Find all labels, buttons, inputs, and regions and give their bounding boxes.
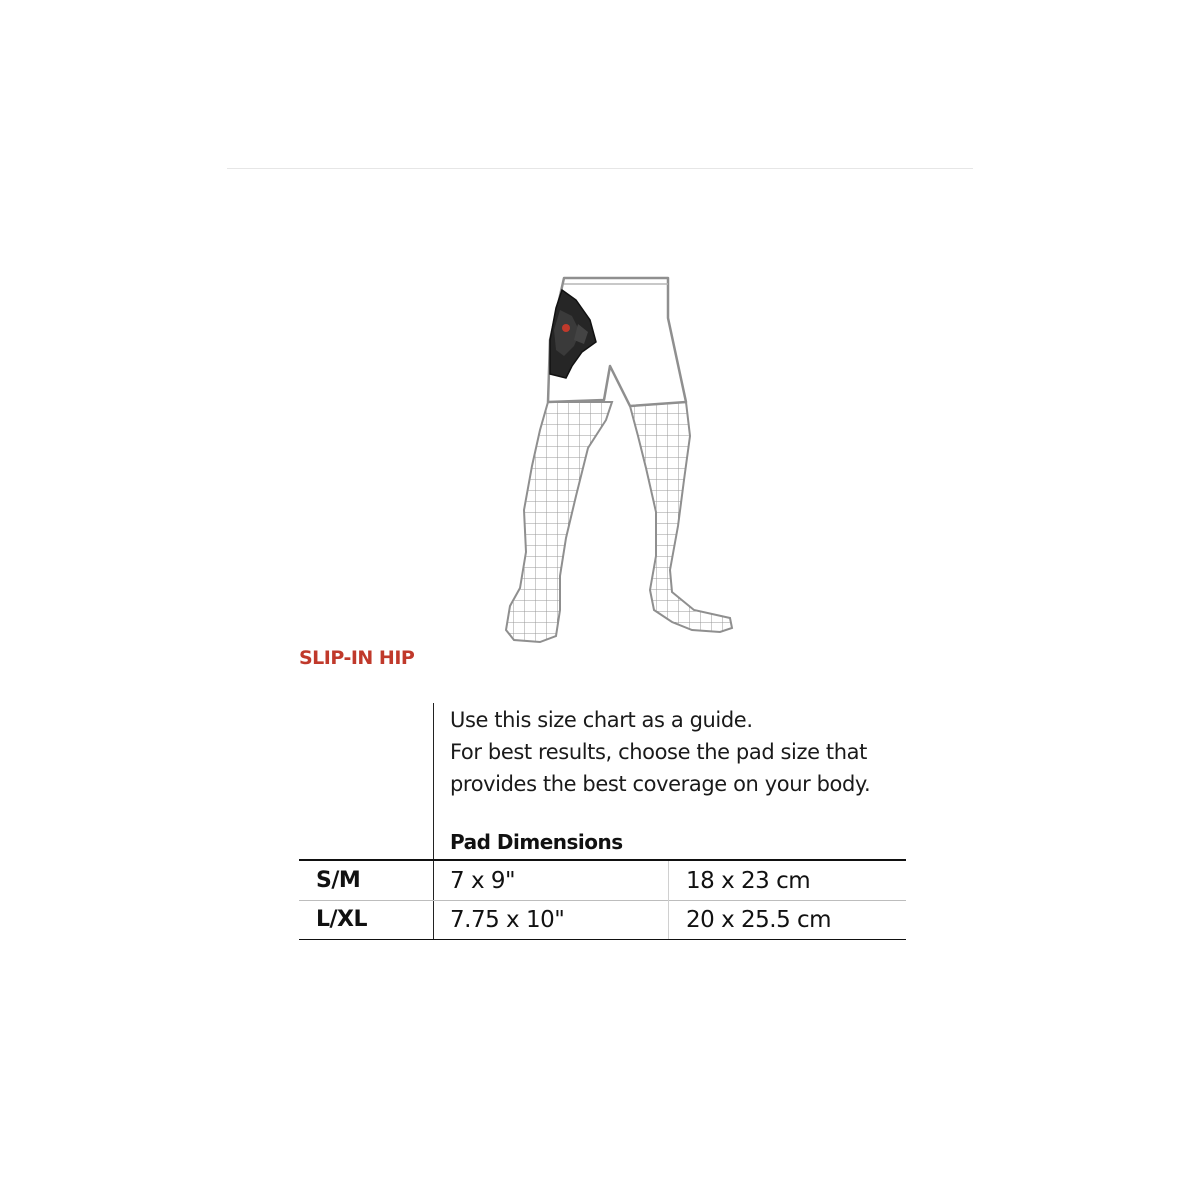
product-title: SLIP-IN HIP: [299, 647, 415, 669]
table-top-rule: [299, 859, 906, 861]
table-column-divider: [433, 703, 434, 940]
table-row-size: S/M: [316, 868, 361, 893]
table-row-inches: 7.75 x 10": [450, 907, 565, 933]
guide-line: Use this size chart as a guide.: [450, 708, 753, 732]
table-row-inches: 7 x 9": [450, 868, 516, 894]
table-row-cm: 20 x 25.5 cm: [686, 907, 832, 933]
pad-dimensions-header: Pad Dimensions: [450, 830, 623, 854]
top-divider: [227, 168, 973, 169]
table-inner-divider: [668, 861, 669, 939]
guide-line: provides the best coverage on your body.: [450, 772, 871, 796]
legs-with-hip-pad-icon: [480, 270, 760, 650]
table-row-size: L/XL: [316, 907, 368, 932]
table-row-cm: 18 x 23 cm: [686, 868, 811, 894]
guide-line: For best results, choose the pad size that: [450, 740, 867, 764]
size-guide-text: [450, 704, 870, 800]
